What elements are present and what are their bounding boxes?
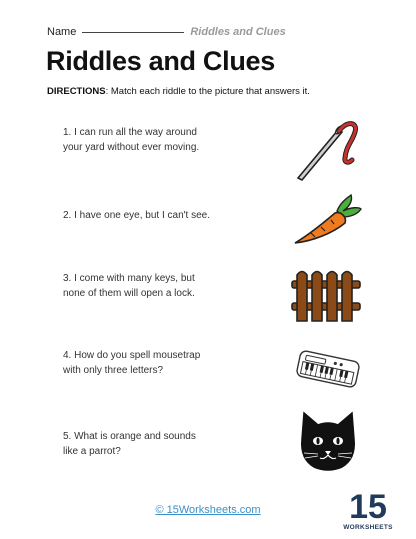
fence-icon [291, 267, 361, 323]
page-title: Riddles and Clues [46, 46, 275, 76]
logo-text: WORKSHEETS [343, 524, 393, 531]
cat-face-icon [298, 409, 358, 473]
piano-keyboard-icon [296, 348, 360, 390]
name-blank[interactable] [82, 32, 184, 33]
riddle-4: 4. How do you spell mousetrap with only three letters? [63, 350, 201, 376]
riddle-1: 1. I can run all the way around your yard without ever moving. [63, 127, 200, 153]
carrot-icon [291, 193, 363, 249]
directions-label: DIRECTIONS [47, 86, 106, 97]
name-label: Name [47, 26, 77, 38]
directions-text: : Match each riddle to the picture that answers it. [105, 86, 310, 97]
copyright-link[interactable]: © 15Worksheets.com [155, 504, 261, 516]
riddle-5: 5. What is orange and sounds like a parrot? [63, 431, 196, 457]
name-line [47, 26, 286, 38]
directions [47, 86, 310, 97]
sheet-title: Riddles and Clues [190, 26, 286, 38]
riddle-2: 2. I have one eye, but I can't see. [63, 210, 211, 221]
needle-and-thread-icon [292, 118, 362, 182]
brand-logo [343, 484, 393, 532]
logo-number: 15 [349, 488, 387, 526]
riddle-3: 3. I come with many keys, but none of them will open a lock. [63, 273, 195, 299]
